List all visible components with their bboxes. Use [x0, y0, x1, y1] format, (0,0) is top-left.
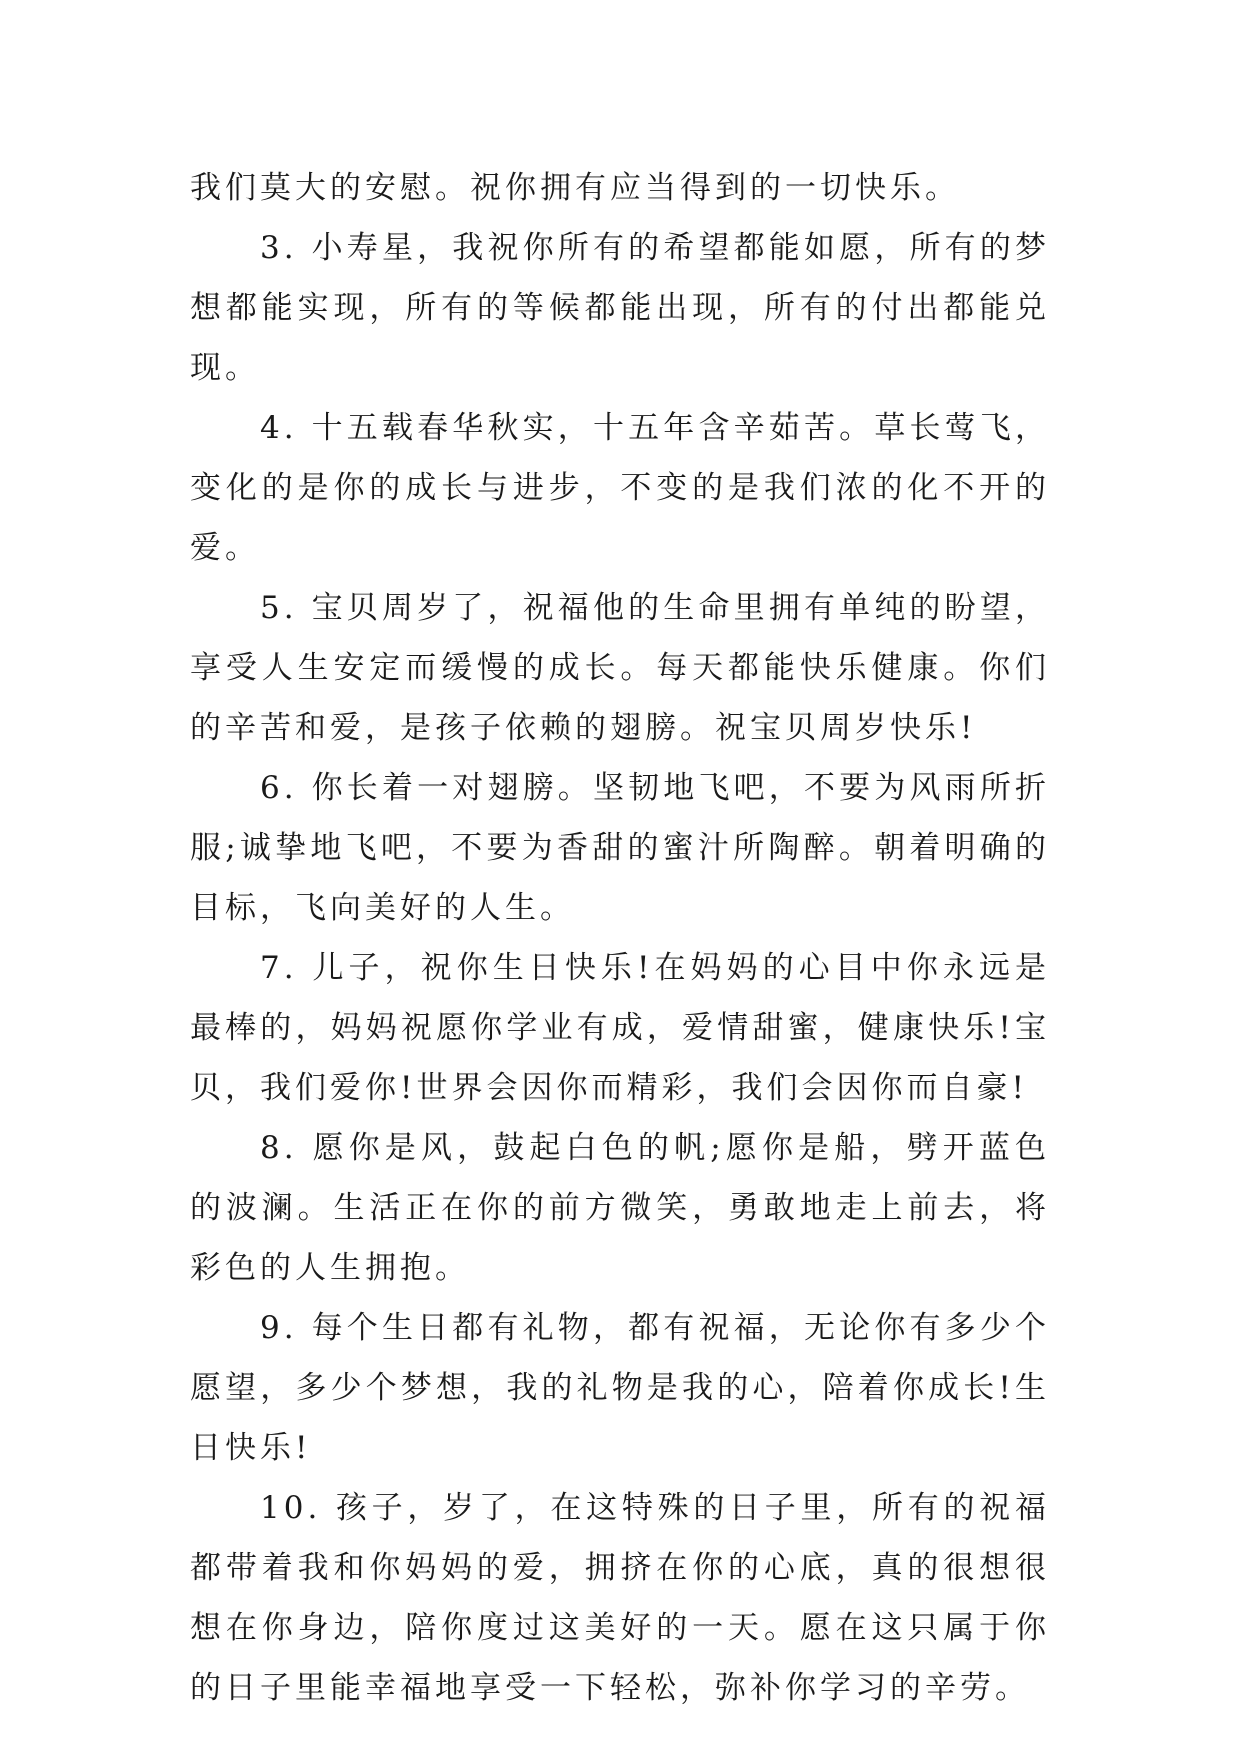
paragraph-item-6: 6. 你长着一对翅膀。坚韧地飞吧，不要为风雨所折服;诚挚地飞吧，不要为香甜的蜜汁所陶醉。朝着明确的目标，飞向美好的人生。 — [190, 770, 1050, 926]
paragraph-continuation: 我们莫大的安慰。祝你拥有应当得到的一切快乐。 — [190, 170, 960, 206]
paragraph-item-8: 8. 愿你是风，鼓起白色的帆;愿你是船，劈开蓝色的波澜。生活正在你的前方微笑，勇敢地走上前去，将彩色的人生拥抱。 — [190, 1130, 1050, 1286]
paragraph-item-5: 5. 宝贝周岁了，祝福他的生命里拥有单纯的盼望，享受人生安定而缓慢的成长。每天都能快乐健康。你们的辛苦和爱，是孩子依赖的翅膀。祝宝贝周岁快乐! — [190, 590, 1050, 746]
paragraph-item-9: 9. 每个生日都有礼物，都有祝福，无论你有多少个愿望，多少个梦想，我的礼物是我的心，陪着你成长!生日快乐! — [190, 1310, 1050, 1466]
paragraph-item-4: 4. 十五载春华秋实，十五年含辛茹苦。草长莺飞，变化的是你的成长与进步，不变的是我们浓的化不开的爱。 — [190, 410, 1050, 566]
paragraph-item-3: 3. 小寿星，我祝你所有的希望都能如愿，所有的梦想都能实现，所有的等候都能出现，所有的付出都能兑现。 — [190, 230, 1050, 386]
paragraph-item-7: 7. 儿子，祝你生日快乐!在妈妈的心目中你永远是最棒的，妈妈祝愿你学业有成，爱情甜蜜，健康快乐!宝贝，我们爱你!世界会因你而精彩，我们会因你而自豪! — [190, 950, 1050, 1106]
paragraph-item-10: 10. 孩子，岁了，在这特殊的日子里，所有的祝福都带着我和你妈妈的爱，拥挤在你的心底，真的很想很想在你身边，陪你度过这美好的一天。愿在这只属于你的日子里能幸福地享受一下轻松，弥补你学习的辛劳。 — [190, 1490, 1050, 1706]
document-body — [190, 158, 1050, 1718]
